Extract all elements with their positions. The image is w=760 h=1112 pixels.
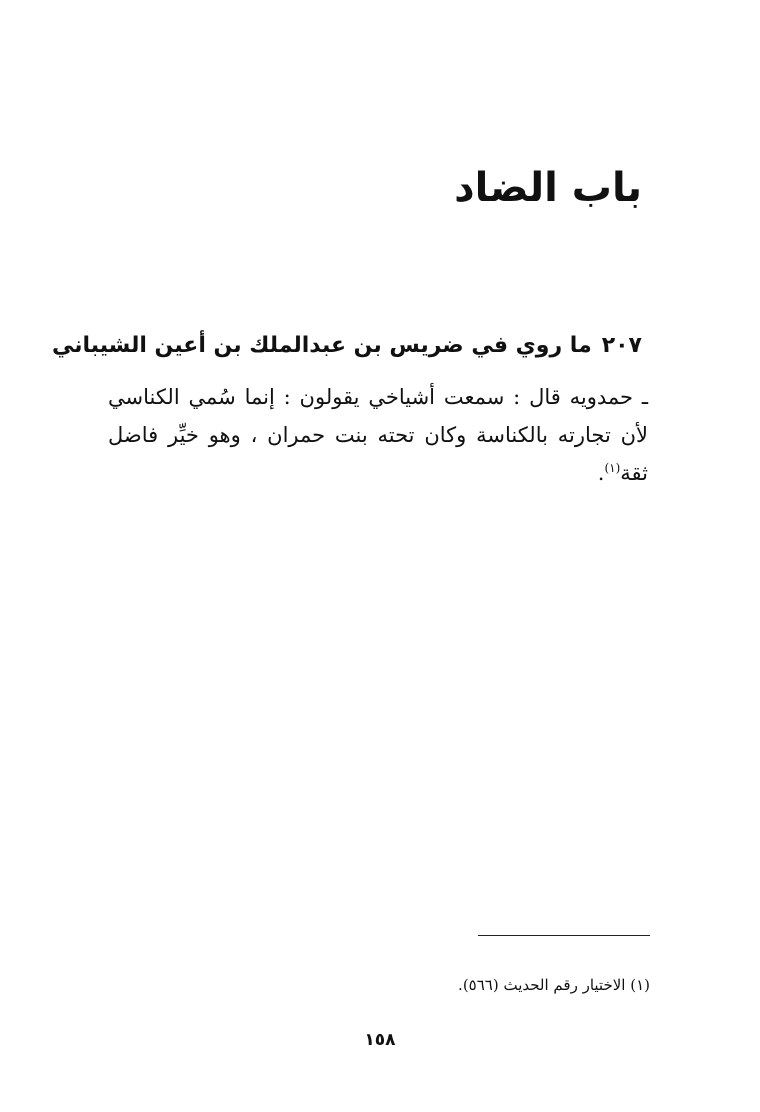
- body-text: ـ حمدويه قال : سمعت أشياخي يقولون : إنما سُمي الكناسي لأن تجارته بالكناسة وكان تحته بنت حمران ، وهو خيِّر فاضل ثقة: [108, 385, 648, 485]
- section-heading-text: ما روي في ضريس بن عبدالملك بن أعين الشيباني: [51, 333, 592, 358]
- footnote-reference: (١): [604, 461, 621, 475]
- footnote: (١) الاختيار رقم الحديث (٥٦٦).: [458, 976, 650, 994]
- body-paragraph: [108, 378, 648, 492]
- page-number: ١٥٨: [364, 1030, 396, 1050]
- body-text-end: .: [597, 461, 605, 485]
- section-number: ٢٠٧: [601, 333, 642, 358]
- footnote-divider: [478, 935, 650, 936]
- chapter-title: باب الضاد: [454, 165, 642, 211]
- section-heading: [52, 328, 642, 364]
